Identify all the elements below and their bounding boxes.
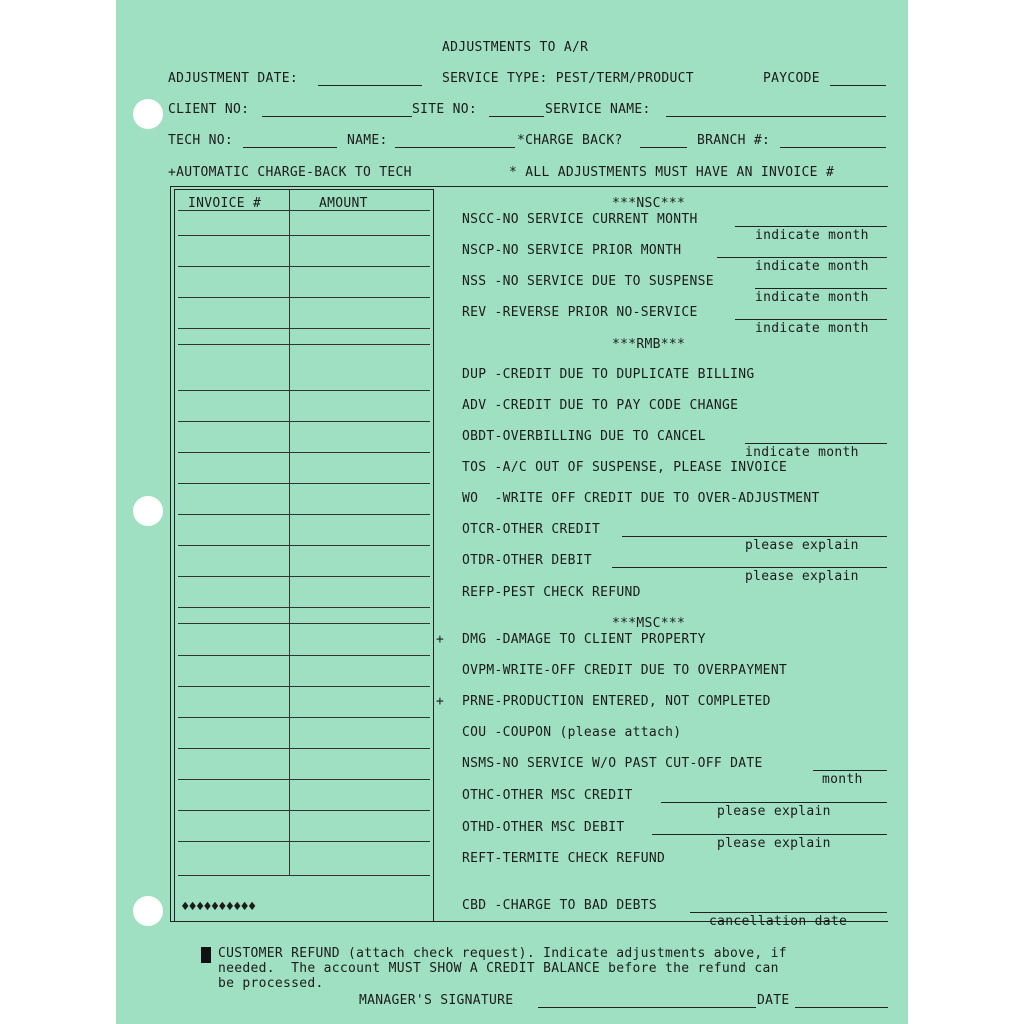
code-reft: REFT-TERMITE CHECK REFUND — [462, 851, 666, 866]
branch-field[interactable] — [780, 147, 886, 148]
table-row — [178, 344, 430, 345]
code-otcr: OTCR-OTHER CREDIT — [462, 522, 601, 537]
total-row-marks: ♦♦♦♦♦♦♦♦♦♦ — [181, 899, 256, 915]
nscc-hint: indicate month — [755, 228, 869, 243]
code-refp: REFP-PEST CHECK REFUND — [462, 585, 641, 600]
date-label: DATE — [757, 993, 790, 1008]
code-nscc: NSCC-NO SERVICE CURRENT MONTH — [462, 212, 698, 227]
otdr-explain-field[interactable] — [612, 567, 887, 568]
code-tos: TOS -A/C OUT OF SUSPENSE, PLEASE INVOICE — [462, 460, 788, 475]
cbd-date-field[interactable] — [690, 912, 887, 913]
code-otdr: OTDR-OTHER DEBIT — [462, 553, 593, 568]
nscp-hint: indicate month — [755, 259, 869, 274]
rev-hint: indicate month — [755, 321, 869, 336]
name-label: NAME: — [347, 133, 388, 148]
table-column-divider — [289, 190, 290, 876]
table-row — [178, 514, 430, 515]
table-row — [178, 452, 430, 453]
table-row — [178, 390, 430, 391]
othd-hint: please explain — [717, 836, 831, 851]
code-nscp: NSCP-NO SERVICE PRIOR MONTH — [462, 243, 682, 258]
cbd-hint: cancellation date — [709, 914, 848, 929]
tech-no-field[interactable] — [243, 147, 337, 148]
code-rev: REV -REVERSE PRIOR NO-SERVICE — [462, 305, 698, 320]
auto-charge-note: +AUTOMATIC CHARGE-BACK TO TECH — [168, 165, 412, 180]
othc-explain-field[interactable] — [661, 802, 887, 803]
manager-signature-field[interactable] — [538, 1007, 756, 1008]
site-no-label: SITE NO: — [412, 102, 478, 117]
invoice-required-note: * ALL ADJUSTMENTS MUST HAVE AN INVOICE # — [509, 165, 835, 180]
msc-header: ***MSC*** — [612, 616, 686, 631]
branch-label: BRANCH #: — [697, 133, 771, 148]
binder-hole-top — [133, 99, 163, 129]
table-row — [178, 328, 430, 329]
table-row — [178, 655, 430, 656]
amount-column-header: AMOUNT — [319, 196, 368, 211]
code-othc: OTHC-OTHER MSC CREDIT — [462, 788, 633, 803]
nsms-hint: month — [822, 772, 863, 787]
table-row — [178, 297, 430, 298]
table-row — [178, 545, 430, 546]
code-dup: DUP -CREDIT DUE TO DUPLICATE BILLING — [462, 367, 755, 382]
client-no-label: CLIENT NO: — [168, 102, 250, 117]
name-field[interactable] — [395, 147, 515, 148]
table-row — [178, 576, 430, 577]
table-row — [178, 779, 430, 780]
invoice-table — [174, 189, 434, 922]
table-row — [178, 235, 430, 236]
binder-hole-bottom — [133, 896, 163, 926]
nscc-month-field[interactable] — [735, 226, 887, 227]
binder-hole-middle — [133, 496, 163, 526]
paycode-field[interactable] — [830, 85, 886, 86]
table-row — [178, 266, 430, 267]
table-row — [178, 686, 430, 687]
code-cbd: CBD -CHARGE TO BAD DEBTS — [462, 898, 658, 913]
nscp-month-field[interactable] — [717, 257, 887, 258]
rmb-header: ***RMB*** — [612, 337, 686, 352]
otdr-hint: please explain — [745, 569, 859, 584]
form-title: ADJUSTMENTS TO A/R — [442, 40, 589, 55]
code-adv: ADV -CREDIT DUE TO PAY CODE CHANGE — [462, 398, 739, 413]
service-name-label: SERVICE NAME: — [545, 102, 651, 117]
code-obdt: OBDT-OVERBILLING DUE TO CANCEL — [462, 429, 706, 444]
charge-back-field[interactable] — [640, 147, 687, 148]
table-row — [178, 607, 430, 608]
adjustment-date-field[interactable] — [318, 85, 422, 86]
obdt-hint: indicate month — [745, 445, 859, 460]
site-no-field[interactable] — [489, 116, 544, 117]
table-row — [178, 748, 430, 749]
table-row — [178, 623, 430, 624]
dmg-plus-marker: + — [436, 632, 445, 647]
code-othd: OTHD-OTHER MSC DEBIT — [462, 820, 625, 835]
otcr-hint: please explain — [745, 538, 859, 553]
nsms-month-field[interactable] — [813, 770, 887, 771]
refund-note-line1: CUSTOMER REFUND (attach check request). Indicate adjustments above, if — [218, 946, 787, 961]
othd-explain-field[interactable] — [652, 834, 887, 835]
table-row — [178, 841, 430, 842]
refund-note-line2: needed. The account MUST SHOW A CREDIT BALANCE before the refund can — [218, 961, 779, 976]
table-row — [178, 717, 430, 718]
code-ovpm: OVPM-WRITE-OFF CREDIT DUE TO OVERPAYMENT — [462, 663, 788, 678]
table-row — [178, 875, 430, 876]
code-prne: PRNE-PRODUCTION ENTERED, NOT COMPLETED — [462, 694, 771, 709]
code-dmg: DMG -DAMAGE TO CLIENT PROPERTY — [462, 632, 706, 647]
charge-back-label: *CHARGE BACK? — [517, 133, 623, 148]
paycode-label: PAYCODE — [763, 71, 820, 86]
othc-hint: please explain — [717, 804, 831, 819]
obdt-month-field[interactable] — [745, 443, 887, 444]
customer-refund-checkbox[interactable] — [201, 947, 211, 963]
tech-no-label: TECH NO: — [168, 133, 234, 148]
code-nss: NSS -NO SERVICE DUE TO SUSPENSE — [462, 274, 714, 289]
code-nsms: NSMS-NO SERVICE W/O PAST CUT-OFF DATE — [462, 756, 763, 771]
table-row — [178, 210, 430, 211]
date-field[interactable] — [795, 1007, 888, 1008]
client-no-field[interactable] — [262, 116, 412, 117]
nsc-header: ***NSC*** — [612, 196, 686, 211]
rev-month-field[interactable] — [735, 319, 887, 320]
service-name-field[interactable] — [666, 116, 886, 117]
table-row — [178, 421, 430, 422]
prne-plus-marker: + — [436, 694, 445, 709]
table-row — [178, 483, 430, 484]
invoice-column-header: INVOICE # — [188, 196, 262, 211]
code-cou: COU -COUPON (please attach) — [462, 725, 682, 740]
service-type-label: SERVICE TYPE: PEST/TERM/PRODUCT — [442, 71, 694, 86]
nss-hint: indicate month — [755, 290, 869, 305]
code-wo: WO -WRITE OFF CREDIT DUE TO OVER-ADJUSTMENT — [462, 491, 820, 506]
table-row — [178, 810, 430, 811]
manager-signature-label: MANAGER'S SIGNATURE — [359, 993, 514, 1008]
otcr-explain-field[interactable] — [622, 536, 887, 537]
adjustment-date-label: ADJUSTMENT DATE: — [168, 71, 299, 86]
nss-month-field[interactable] — [755, 288, 887, 289]
refund-note-line3: be processed. — [218, 976, 324, 991]
